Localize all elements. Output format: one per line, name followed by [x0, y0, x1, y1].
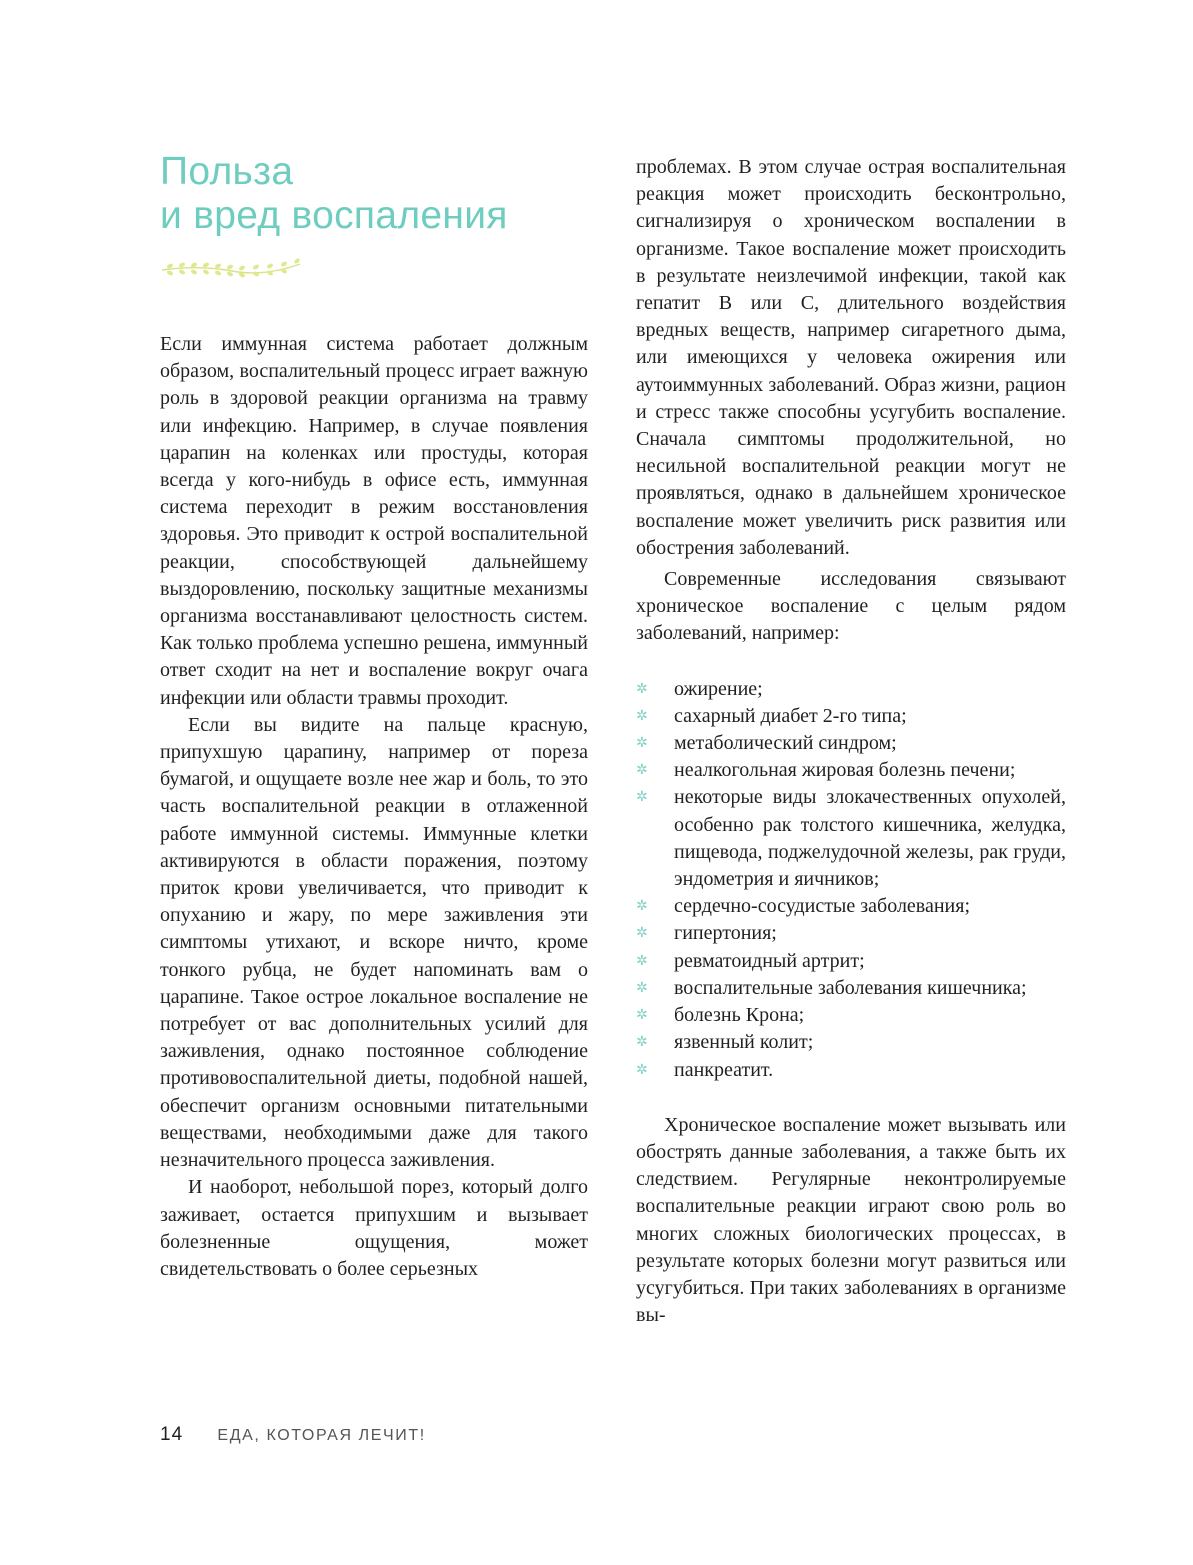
list-item: ✲ гипертония; — [636, 920, 1066, 947]
page-title-line-1: Польза — [160, 150, 294, 193]
list-item: ✲ язвенный колит; — [636, 1029, 1066, 1056]
list-item: ✲ неалкогольная жировая болезнь печени; — [636, 757, 1066, 784]
list-item: ✲ сердечно-сосудистые заболевания; — [636, 893, 1066, 920]
asterisk-bullet-icon: ✲ — [636, 735, 648, 752]
list-item: ✲ сахарный диабет 2-го типа; — [636, 703, 1066, 730]
asterisk-bullet-icon: ✲ — [636, 952, 648, 969]
paragraph: Современные исследования связывают хроническое воспаление с целым рядом заболеваний, например: — [636, 568, 1066, 645]
list-item: ✲ воспалительные заболевания кишечника; — [636, 975, 1066, 1002]
asterisk-bullet-icon: ✲ — [636, 979, 648, 996]
paragraph: Если иммунная система работает должным образом, воспалительный процесс играет важную роль в здоровой реакции организма на травму или инфекцию. Например, в случае появления царапин на коленках или простуды, которая всегда у кого-нибудь в офисе есть, иммунная система переходит в режим восстановления здоровья. Это приводит к острой воспалительной реакции, способствующей дальнейшему выздоровлению, поскольку защитные механизмы организма восстанавливают целостность систем. Как только проблема успешно решена, иммунный ответ сходит на нет и воспаление вокруг очага инфекции или области травмы проходит. — [160, 333, 588, 709]
asterisk-bullet-icon: ✲ — [636, 925, 648, 942]
asterisk-bullet-icon: ✲ — [636, 1034, 648, 1051]
asterisk-bullet-icon: ✲ — [636, 680, 648, 697]
asterisk-bullet-icon: ✲ — [636, 762, 648, 779]
leaf-vine-icon — [160, 256, 302, 278]
left-column — [160, 331, 588, 1283]
right-column — [636, 154, 1066, 1329]
asterisk-bullet-icon: ✲ — [636, 1061, 648, 1078]
list-item: ✲ метаболический синдром; — [636, 730, 1066, 757]
list-item: ✲ панкреатит. — [636, 1057, 1066, 1084]
list-item: ✲ болезнь Крона; — [636, 1002, 1066, 1029]
page-title-line-2: и вред воспаления — [160, 194, 508, 237]
running-title: ЕДА, КОТОРАЯ ЛЕЧИТ! — [217, 1427, 426, 1444]
list-item: ✲ ревматоидный артрит; — [636, 948, 1066, 975]
asterisk-bullet-icon: ✲ — [636, 707, 648, 724]
paragraph: проблемах. В этом случае острая воспалительная реакция может происходить бесконтрольно, сигнализируя о хроническом воспалении в организме. Такое воспаление может происходить в результате неизлечимой инфекции, такой как гепатит В или С, длительного воздействия вредных веществ, например сигаретного дыма, или имеющихся у человека ожирения или аутоиммунных заболеваний. Образ жизни, рацион и стресс также способны усугубить воспаление. Сначала симптомы продолжительной, но несильной воспалительной реакции могут не проявляться, однако в дальнейшем хроническое воспаление может увеличить риск развития или обострения заболеваний. — [636, 156, 1066, 559]
asterisk-bullet-icon: ✲ — [636, 898, 648, 915]
paragraph: И наоборот, небольшой порез, который долго заживает, остается припухшим и вызывает болезненные ощущения, может свидетельствовать о более серьезных — [160, 1176, 588, 1280]
paragraph: Если вы видите на пальце красную, припухшую царапину, например от пореза бумагой, и ощущаете возле нее жар и боль, то это часть воспалительной реакции в отлаженной работе иммунной системы. Иммунные клетки активируются в области поражения, поэтому приток крови увеличивается, что приводит к опуханию и жару, по мере заживления эти симптомы утихают, и вскоре ничто, кроме тонкого рубца, не будет напоминать вам о царапине. Такое острое локальное воспаление не потребует от вас дополнительных усилий для заживления, однако постоянное соблюдение противовоспалительной диеты, подобной нашей, обеспечит организм основными питательными веществами, необходимыми даже для такого незначительного процесса заживления. — [160, 713, 588, 1172]
page-footer — [160, 1424, 426, 1446]
page-title — [160, 150, 508, 238]
asterisk-bullet-icon: ✲ — [636, 789, 648, 806]
asterisk-bullet-icon: ✲ — [636, 1007, 648, 1024]
page-number: 14 — [160, 1424, 184, 1445]
list-item: ✲ некоторые виды злокачественных опухолей, особенно рак толстого кишечника, желудка, пищевода, поджелудочной железы, рак груди, эндометрия и яичников; — [636, 786, 1066, 891]
disease-list — [636, 676, 1066, 1084]
list-item: ✲ ожирение; — [636, 676, 1066, 703]
paragraph: Хроническое воспаление может вызывать или обострять данные заболевания, а также быть их следствием. Регулярные неконтролируемые воспалительные реакции играют свою роль во многих сложных биологических процессах, в результате которых болезни могут развиться или усугубиться. При таких заболеваниях в организме вы- — [636, 1113, 1066, 1327]
